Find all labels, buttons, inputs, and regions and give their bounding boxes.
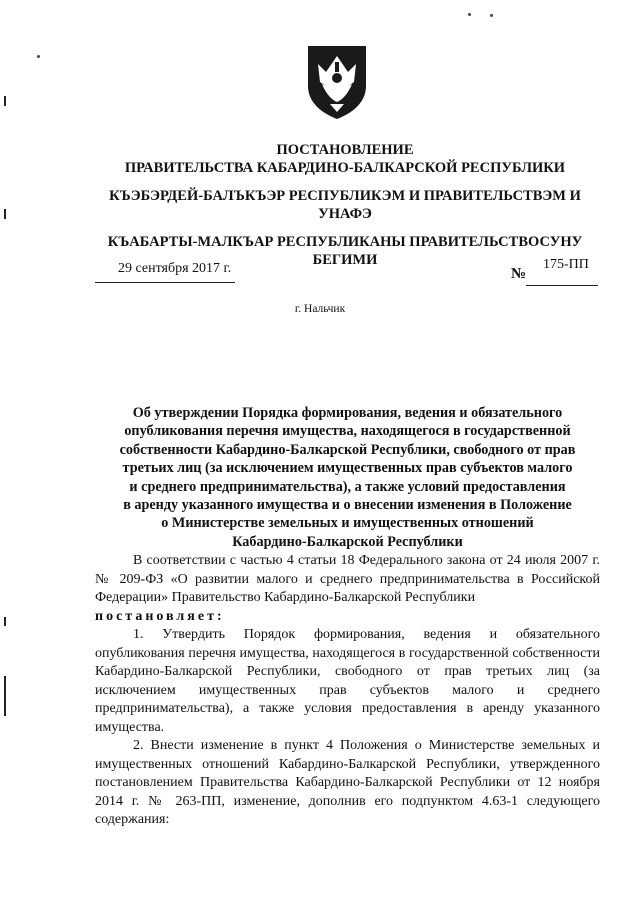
margin-mark [4,96,6,106]
title-line: в аренду указанного имущества и о внесении изменения в Положение [123,497,572,514]
margin-mark [4,617,6,626]
scan-speck [37,55,40,58]
header-title: ПОСТАНОВЛЕНИЕ [276,142,414,158]
date-underline [95,282,235,283]
decree-word: постановляет: [95,608,225,624]
preamble-paragraph: В соответствии с частью 4 статьи 18 Федерального закона от 24 июля 2007 г. № 209-ФЗ «О развитии малого и среднего предпринимательства в Российской Федерации» Правительство Кабардино-Балкарской Республики [95,553,600,605]
scan-speck [468,13,471,16]
margin-mark [4,676,6,716]
document-title [95,404,600,551]
document-body [95,552,600,830]
number-underline [526,285,598,286]
document-number: 175-ПП [543,257,589,272]
header-government: ПРАВИТЕЛЬСТВА КАБАРДИНО-БАЛКАРСКОЙ РЕСПУБЛИКИ [124,160,566,176]
title-line: Кабардино-Балкарской Республики [232,533,463,550]
header-russian [90,141,600,177]
title-line: опубликования перечня имущества, находящегося в государственной [124,423,571,440]
item-2-paragraph: 2. Внести изменение в пункт 4 Положения о Министерстве земельных и имущественных отношений Кабардино-Балкарской Республики, утвержденного постановлением Правительства Кабардино-Балкарской Республики от 12 ноября 2014 г. № 263-ПП, изменение, дополнив его подпунктом 4.63-1 следующего содержания: [95,738,600,827]
document-date: 29 сентября 2017 г. [118,261,232,276]
title-line: собственности Кабардино-Балкарской Республики, свободного от прав [119,441,576,458]
header-kabardian: КЪЭБЭРДЕЙ-БАЛЪКЪЭР РЕСПУБЛИКЭМ И ПРАВИТЕЛЬСТВЭМ И УНАФЭ [109,188,581,222]
decree-paragraph [95,608,600,627]
city: г. Нальчик [294,303,346,315]
header-balkar: КЪАБАРТЫ-МАЛКЪАР РЕСПУБЛИКАНЫ ПРАВИТЕЛЬСТВОСУНУ БЕГИМИ [107,234,583,268]
coat-of-arms-emblem-icon [302,42,372,120]
title-line: Об утверждении Порядка формирования, ведения и обязательного [132,405,563,421]
item-1-paragraph: 1. Утвердить Порядок формирования, ведения и обязательного опубликования перечня имущества, находящегося в государственной собственности Кабардино-Балкарской Республики, свободного от прав третьих лиц (за исключением имущественных прав субъектов малого и среднего предпринимательства), а также условия предоставления в аренду указанного имущества. [95,627,600,735]
margin-mark [4,209,6,219]
number-sign: № [511,266,527,282]
scan-speck [490,14,493,17]
title-line: третьих лиц (за исключением имущественных прав субъектов малого [122,460,573,477]
title-line: и среднего предпринимательства), а также условий предоставления [129,478,566,495]
title-line: о Министерстве земельных и имущественных отношений [161,515,534,532]
